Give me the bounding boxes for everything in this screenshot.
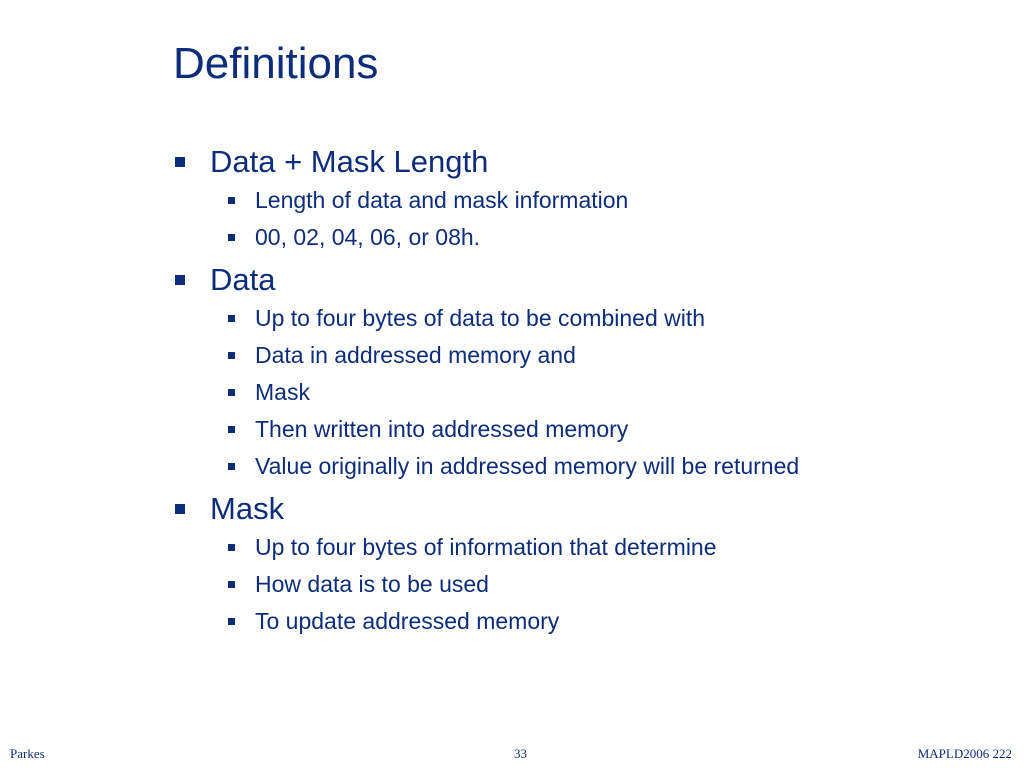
square-bullet-icon <box>228 352 235 359</box>
bullet-text: Length of data and mask information <box>255 187 629 213</box>
square-bullet-icon <box>228 618 235 625</box>
bullet-text: Mask <box>210 491 285 526</box>
bullet-text: Then written into addressed memory <box>255 416 629 442</box>
bullet-level2 <box>172 411 992 448</box>
bullet-level2 <box>172 337 992 374</box>
bullet-level1 <box>172 142 992 182</box>
bullet-text: Value originally in addressed memory will be returned <box>255 453 800 479</box>
bullet-level1 <box>172 489 992 529</box>
bullet-text: Mask <box>255 379 310 405</box>
bullet-level2 <box>172 182 992 219</box>
bullet-list <box>172 140 992 644</box>
square-bullet-icon <box>175 275 185 285</box>
square-bullet-icon <box>228 234 235 241</box>
section-mask <box>172 489 992 640</box>
square-bullet-icon <box>228 389 235 396</box>
square-bullet-icon <box>175 157 185 167</box>
square-bullet-icon <box>228 197 235 204</box>
footer-author: Parkes <box>10 746 45 761</box>
square-bullet-icon <box>228 426 235 433</box>
bullet-text: Up to four bytes of data to be combined with <box>255 305 706 331</box>
square-bullet-icon <box>228 315 235 322</box>
bullet-text: Data <box>210 262 276 297</box>
square-bullet-icon <box>228 544 235 551</box>
bullet-level2 <box>172 300 992 337</box>
bullet-text: Up to four bytes of information that determine <box>255 534 717 560</box>
bullet-text: Data in addressed memory and <box>255 342 576 368</box>
bullet-level2 <box>172 374 992 411</box>
bullet-level2 <box>172 566 992 603</box>
bullet-text: 00, 02, 04, 06, or 08h. <box>255 224 481 250</box>
bullet-level2 <box>172 603 992 640</box>
bullet-level2 <box>172 448 992 485</box>
bullet-text: To update addressed memory <box>255 608 560 634</box>
footer-event: MAPLD2006 222 <box>917 746 1012 761</box>
square-bullet-icon <box>228 463 235 470</box>
square-bullet-icon <box>228 581 235 588</box>
bullet-text: How data is to be used <box>255 571 489 597</box>
bullet-level2 <box>172 219 992 256</box>
bullet-text: Data + Mask Length <box>210 144 489 179</box>
square-bullet-icon <box>175 504 185 514</box>
section-data-mask-length <box>172 142 992 256</box>
slide-title: Definitions <box>173 39 379 88</box>
section-data <box>172 260 992 485</box>
bullet-level2 <box>172 529 992 566</box>
footer-page-number: 33 <box>514 746 527 761</box>
bullet-level1 <box>172 260 992 300</box>
